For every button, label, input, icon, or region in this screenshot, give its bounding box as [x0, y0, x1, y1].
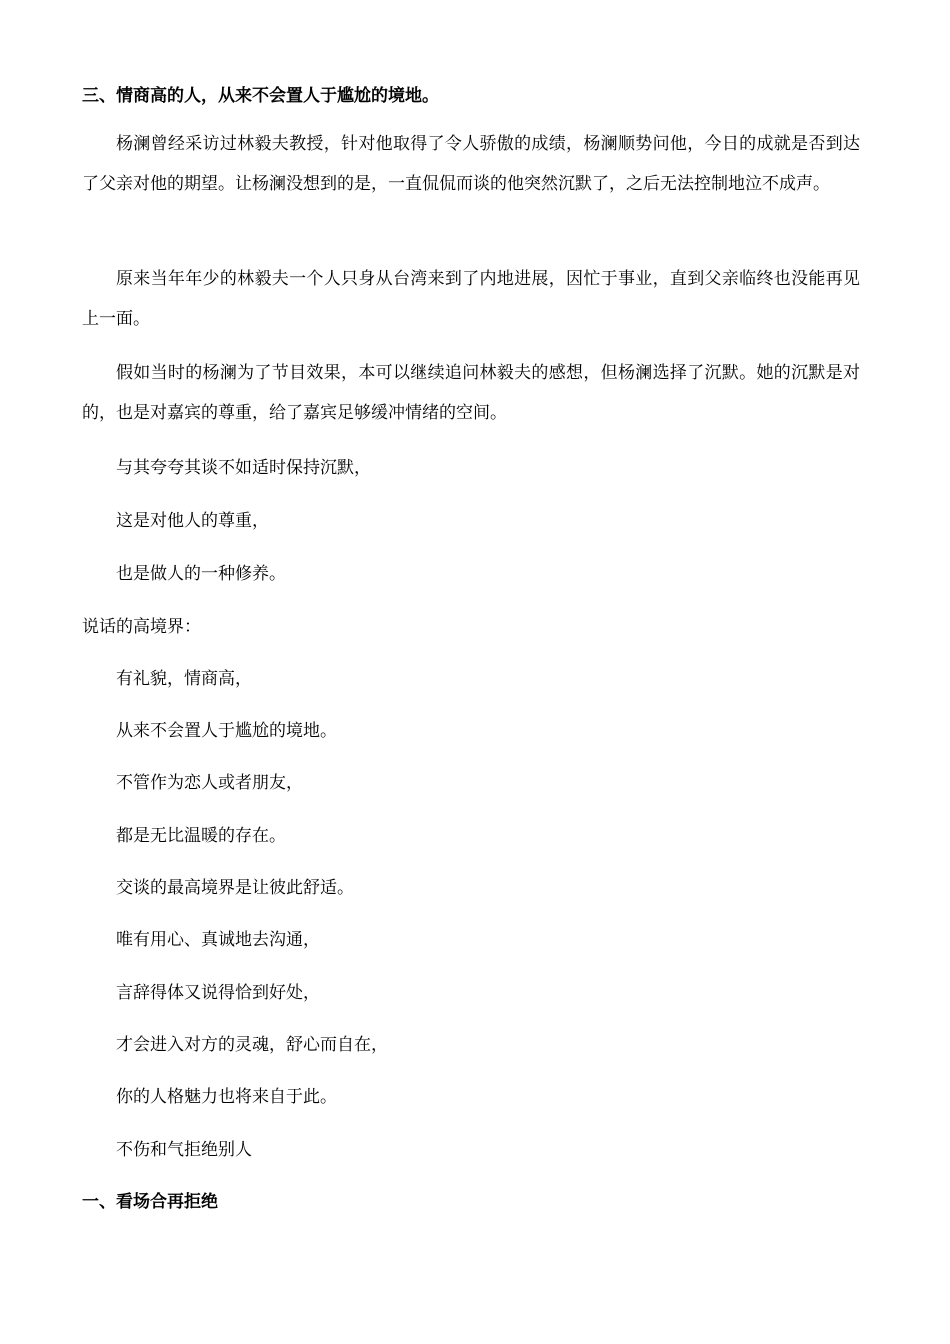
verse-line: 你的人格魅力也将来自于此。: [116, 1087, 337, 1107]
section-heading-three: 三、情商高的人，从来不会置人于尴尬的境地。: [82, 86, 439, 106]
verse-line: 才会进入对方的灵魂，舒心而自在，: [116, 1035, 388, 1055]
verse-line: 不伤和气拒绝别人: [116, 1140, 252, 1160]
verse-line: 交谈的最高境界是让彼此舒适。: [116, 878, 354, 898]
section-heading-one: 一、看场合再拒绝: [82, 1192, 218, 1212]
verse-line: 唯有用心、真诚地去沟通，: [116, 930, 320, 950]
verse-line: 不管作为恋人或者朋友，: [116, 773, 303, 793]
paragraph-interview: 杨澜曾经采访过林毅夫教授，针对他取得了令人骄傲的成绩，杨澜顺势问他，今日的成就是否到达了父亲对他的期望。让杨澜没想到的是，一直侃侃而谈的他突然沉默了，之后无法控制地泣不成声。: [82, 134, 860, 194]
verse-line: 也是做人的一种修养。: [116, 564, 286, 584]
verse-line: 从来不会置人于尴尬的境地。: [116, 721, 337, 741]
verse-line: 这是对他人的尊重，: [116, 511, 269, 531]
verse-line: 言辞得体又说得恰到好处，: [116, 983, 320, 1003]
verse-line: 与其夸夸其谈不如适时保持沉默，: [116, 458, 371, 478]
verse-line: 都是无比温暖的存在。: [116, 826, 286, 846]
verse-line: 有礼貌，情商高，: [116, 669, 252, 689]
summary-label: 说话的高境界：: [82, 617, 201, 637]
paragraph-silence: 假如当时的杨澜为了节目效果，本可以继续追问林毅夫的感想，但杨澜选择了沉默。她的沉默是对的，也是对嘉宾的尊重，给了嘉宾足够缓冲情绪的空间。: [82, 363, 860, 423]
paragraph-background: 原来当年年少的林毅夫一个人只身从台湾来到了内地进展，因忙于事业，直到父亲临终也没能再见上一面。: [82, 269, 860, 329]
